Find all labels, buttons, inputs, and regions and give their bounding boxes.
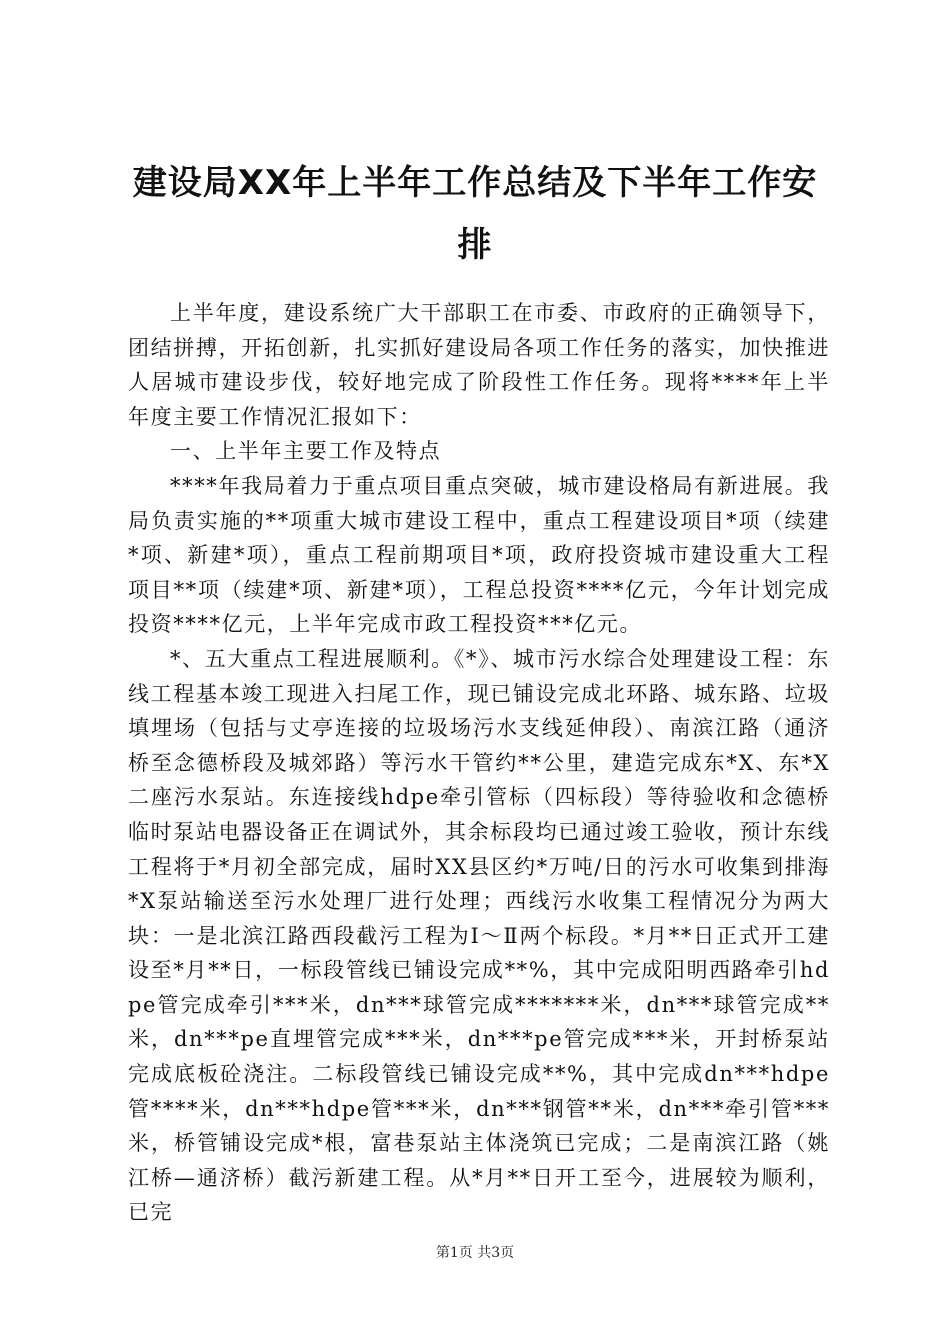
paragraph-intro: 上半年度，建设系统广大干部职工在市委、市政府的正确领导下，团结拼搏，开拓创新，扎实抓好建设局各项工作任务的落实，加快推进人居城市建设步伐，较好地完成了阶段性工作任务。现将****年上半年度主要工作情况汇报如下： <box>128 301 830 429</box>
paragraph-key-projects: *、五大重点工程进展顺利。《*》、城市污水综合处理建设工程：东线工程基本竣工现进入扫尾工作，现已铺设完成北环路、城东路、垃圾填埋场（包括与丈亭连接的垃圾场污水支线延伸段）、南滨江路（通济桥至念德桥段及城郊路）等污水干管约**公里，建造完成东*X、东*X二座污水泵站。东连接线hdpe牵引管标（四标段）等待验收和念德桥临时泵站电器设备正在调试外，其余标段均已通过竣工验收，预计东线工程将于*月初全部完成，届时XX县区约*万吨/日的污水可收集到排海*X泵站输送至污水处理厂进行处理；西线污水收集工程情况分为两大块：一是北滨江路西段截污工程为Ⅰ～Ⅱ两个标段。*月**日正式开工建设至*月**日，一标段管线已铺设完成**%，其中完成阳明西路牵引hdpe管完成牵引***米，dn***球管完成*******米，dn***球管完成**米，dn***pe直埋管完成***米，dn***pe管完成***米，开封桥泵站完成底板砼浇注。二标段管线已铺设完成**%，其中完成dn***hdpe管****米，dn***hdpe管***米，dn***钢管**米，dn***牵引管***米，桥管铺设完成*根，富巷泵站主体浇筑已完成；二是南滨江路（姚江桥—通济桥）截污新建工程。从*月**日开工至今，进展较为顺利，已完 <box>128 646 830 1225</box>
paragraph-overview: ****年我局着力于重点项目重点突破，城市建设格局有新进展。我局负责实施的**项重大城市建设工程中，重点工程建设项目*项（续建*项、新建*项），重点工程前期项目*项，政府投资城市建设重大工程项目**项（续建*项、新建*项），工程总投资****亿元，今年计划完成投资****亿元，上半年完成市政工程投资***亿元。 <box>128 473 830 637</box>
section-heading: 一、上半年主要工作及特点 <box>170 439 442 464</box>
page-number-footer: 第1页 共3页 <box>435 1245 515 1261</box>
document-title-line-1: 建设局XX年上半年工作总结及下半年工作安 <box>132 163 818 203</box>
document-title-line-2: 排 <box>457 225 493 265</box>
document-body <box>128 296 830 1230</box>
